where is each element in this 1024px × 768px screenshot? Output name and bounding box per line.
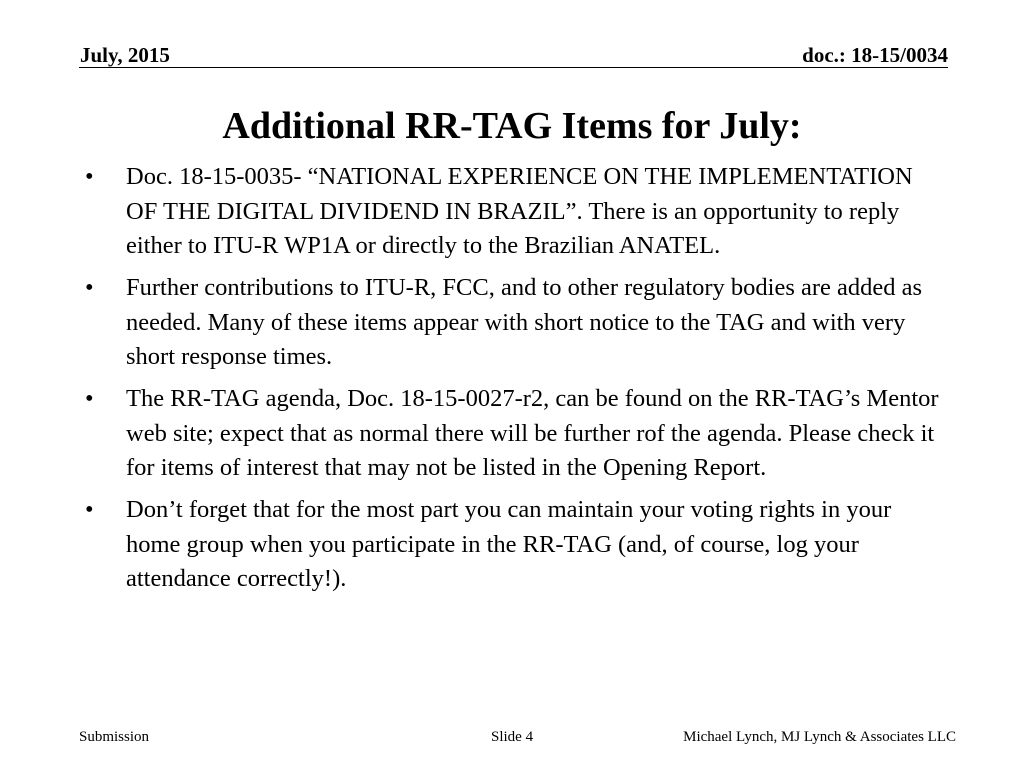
header-divider — [79, 67, 948, 68]
slide-title: Additional RR-TAG Items for July: — [222, 105, 802, 147]
bullet-list — [85, 160, 945, 604]
bullet-item-2 — [85, 271, 945, 375]
bullet-item-1 — [85, 160, 945, 264]
bullet-dot-icon: • — [85, 274, 94, 301]
footer-author: Michael Lynch, MJ Lynch & Associates LLC — [683, 729, 956, 745]
footer-submission: Submission — [79, 729, 150, 745]
bullet-text: Doc. 18-15-0035- “NATIONAL EXPERIENCE ON THE IMPLEMENTATION OF THE DIGITAL DIVIDEND IN BRAZIL”. There is an opportunity to reply either to ITU-R WP1A or directly to the Brazilian ANATEL. — [126, 163, 913, 259]
bullet-dot-icon: • — [85, 385, 94, 412]
header-doc-id: doc.: 18-15/0034 — [802, 43, 948, 67]
bullet-dot-icon: • — [85, 496, 94, 523]
header-date: July, 2015 — [80, 43, 170, 67]
footer-slide-number: Slide 4 — [491, 729, 534, 745]
bullet-text: Don’t forget that for the most part you can maintain your voting rights in your home group when you participate in the RR-TAG (and, of course, log your attendance correctly!). — [126, 496, 892, 592]
bullet-dot-icon: • — [85, 163, 94, 190]
bullet-item-3 — [85, 382, 945, 486]
bullet-text: Further contributions to ITU-R, FCC, and to other regulatory bodies are added as needed. Many of these items appear with short notice to the TAG and with very short response times. — [126, 274, 923, 370]
bullet-text: The RR-TAG agenda, Doc. 18-15-0027-r2, can be found on the RR-TAG’s Mentor web site; expect that as normal there will be further rof the agenda. Please check it for items of interest that may not be listed in the Opening Report. — [126, 385, 939, 481]
bullet-item-4 — [85, 493, 945, 597]
